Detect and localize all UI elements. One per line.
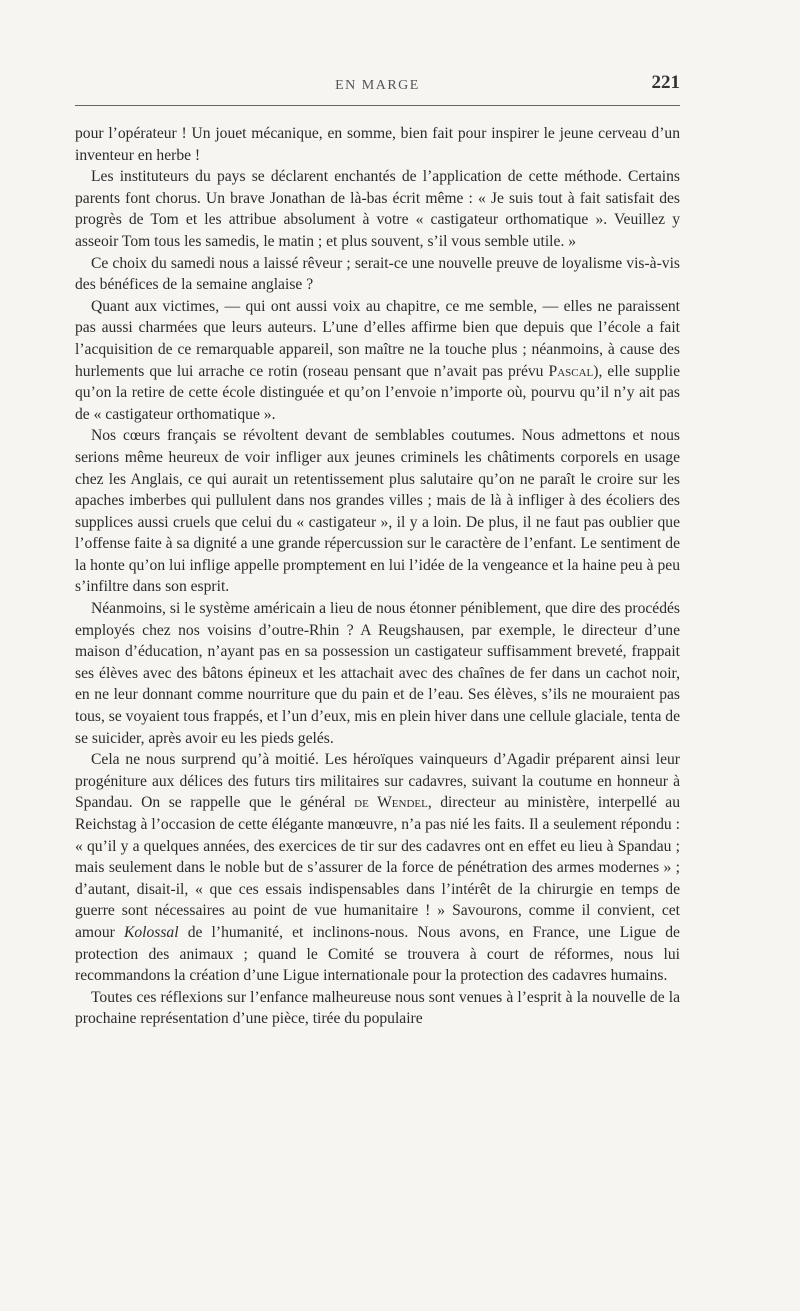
- paragraph-7-text-c: de l’humanité, et inclinons-nous. Nous avons, en France, une Ligue de protection des animaux ; quand le Comité se trouvera à court de réformes, nous lui recommandons la création d’une Ligue internationale pour la protection des cadavres humains.: [75, 923, 680, 985]
- word-kolossal: Kolossal: [123, 923, 179, 941]
- paragraph-3: Ce choix du samedi nous a laissé rêveur ; serait-ce une nouvelle preuve de loyalisme vis-à-vis des bénéfices de la semaine anglaise ?: [75, 254, 680, 294]
- paragraph-4-text-a: Quant aux victimes, — qui ont aussi voix au chapitre, ce me semble, — elles ne paraissent pas aussi charmées que leurs auteurs. L’une d’elles affirme bien que depuis que l’école a fait l’acquisition de ce remarquable appareil, son maître ne la touche plus ; néanmoins, à cause des hurlements que lui arrache ce rotin (roseau pensant que n’avait pas prévu: [75, 297, 680, 380]
- body-text: [75, 123, 680, 1030]
- name-pascal: Pascal: [548, 362, 594, 380]
- name-wendel: de Wendel: [354, 794, 428, 812]
- paragraph-8: Toutes ces réflexions sur l’enfance malheureuse nous sont venues à l’esprit à la nouvelle de la prochaine représentation d’une pièce, tirée du populaire: [75, 988, 680, 1028]
- paragraph-4: [75, 296, 680, 426]
- running-title: EN MARGE: [335, 78, 420, 93]
- header-rule: [75, 105, 680, 106]
- paragraph-6: Néanmoins, si le système américain a lieu de nous étonner péniblement, que dire des procédés employés chez nos voisins d’outre-Rhin ? A Reugshausen, par exemple, le directeur d’une maison d’éducation, n’ayant pas en sa possession un castigateur suffisamment breveté, frappait ses élèves avec des bâtons épineux et les attachait avec des chaînes de fer dans un cachot noir, en ne leur donnant comme nourriture que du pain et de l’eau. Ses élèves, s’ils ne mouraient pas tous, se voyaient tous frappés, et l’un d’eux, mis en plein hiver dans une cellule glaciale, tenta de se suicider, après avoir eu les pieds gelés.: [75, 600, 680, 747]
- paragraph-1: pour l’opérateur ! Un jouet mécanique, en somme, bien fait pour inspirer le jeune cerveau d’un inventeur en herbe !: [75, 125, 680, 164]
- paragraph-7-text-b: , directeur au ministère, interpellé au Reichstag à l’occasion de cette élégante manœuvre, n’a pas nié les faits. Il a seulement répondu : « qu’il y a quelques années, des exercices de tir sur des cadavres ont en effet eu lieu à Spandau ; mais seulement dans le noble but de s’assurer de la force de pénétration des armes modernes » ; d’autant, disait-il, « que ces essais indispensables dans l’intérêt de la chirurgie en temps de guerre sont nécessaires au point de vue humanitaire ! » Savourons, comme il convient, cet amour: [75, 794, 680, 941]
- paragraph-5: Nos cœurs français se révoltent devant de semblables coutumes. Nous admettons et nous serions même heureux de voir infliger aux jeunes criminels les châtiments corporels en usage chez les Anglais, ce qui aurait un retentissement plus salutaire qu’on ne paraît le croire sur les apaches imberbes qui pullulent dans nos grandes villes ; mais de là à infliger à des écoliers des supplices aussi cruels que celui du « castigateur », il y a loin. De plus, il ne faut pas oublier que l’offense faite à sa dignité a une grande répercussion sur le caractère de l’enfant. Le sentiment de la honte qu’on lui inflige appelle promptement en lui l’idée de la vengeance et la haine peu à peu s’infiltre dans son esprit.: [75, 427, 680, 596]
- paragraph-2: Les instituteurs du pays se déclarent enchantés de l’application de cette méthode. Certains parents font chorus. Un brave Jonathan de là-bas écrit même : « Je suis tout à fait satisfait des progrès de Tom et les attribue absolument à votre « castigateur orthomatique ». Veuillez y asseoir Tom tous les samedis, le matin ; et plus souvent, s’il vous semble utile. »: [75, 168, 680, 250]
- paragraph-7: [75, 749, 680, 987]
- page-number: 221: [651, 72, 680, 93]
- page-header: [75, 72, 680, 96]
- paragraph-4-text-b: ), elle supplie qu’on la retire de cette école distinguée et qu’on l’envoie n’importe où, pourvu qu’il n’y ait pas de « castigateur orthomatique ».: [75, 362, 680, 423]
- paragraph-7-text-a: Cela ne nous surprend qu’à moitié. Les héroïques vainqueurs d’Agadir préparent ainsi leur progéniture aux délices des futurs tirs militaires sur cadavres, suivant la coutume en honneur à Spandau. On se rappelle que le général: [75, 751, 680, 812]
